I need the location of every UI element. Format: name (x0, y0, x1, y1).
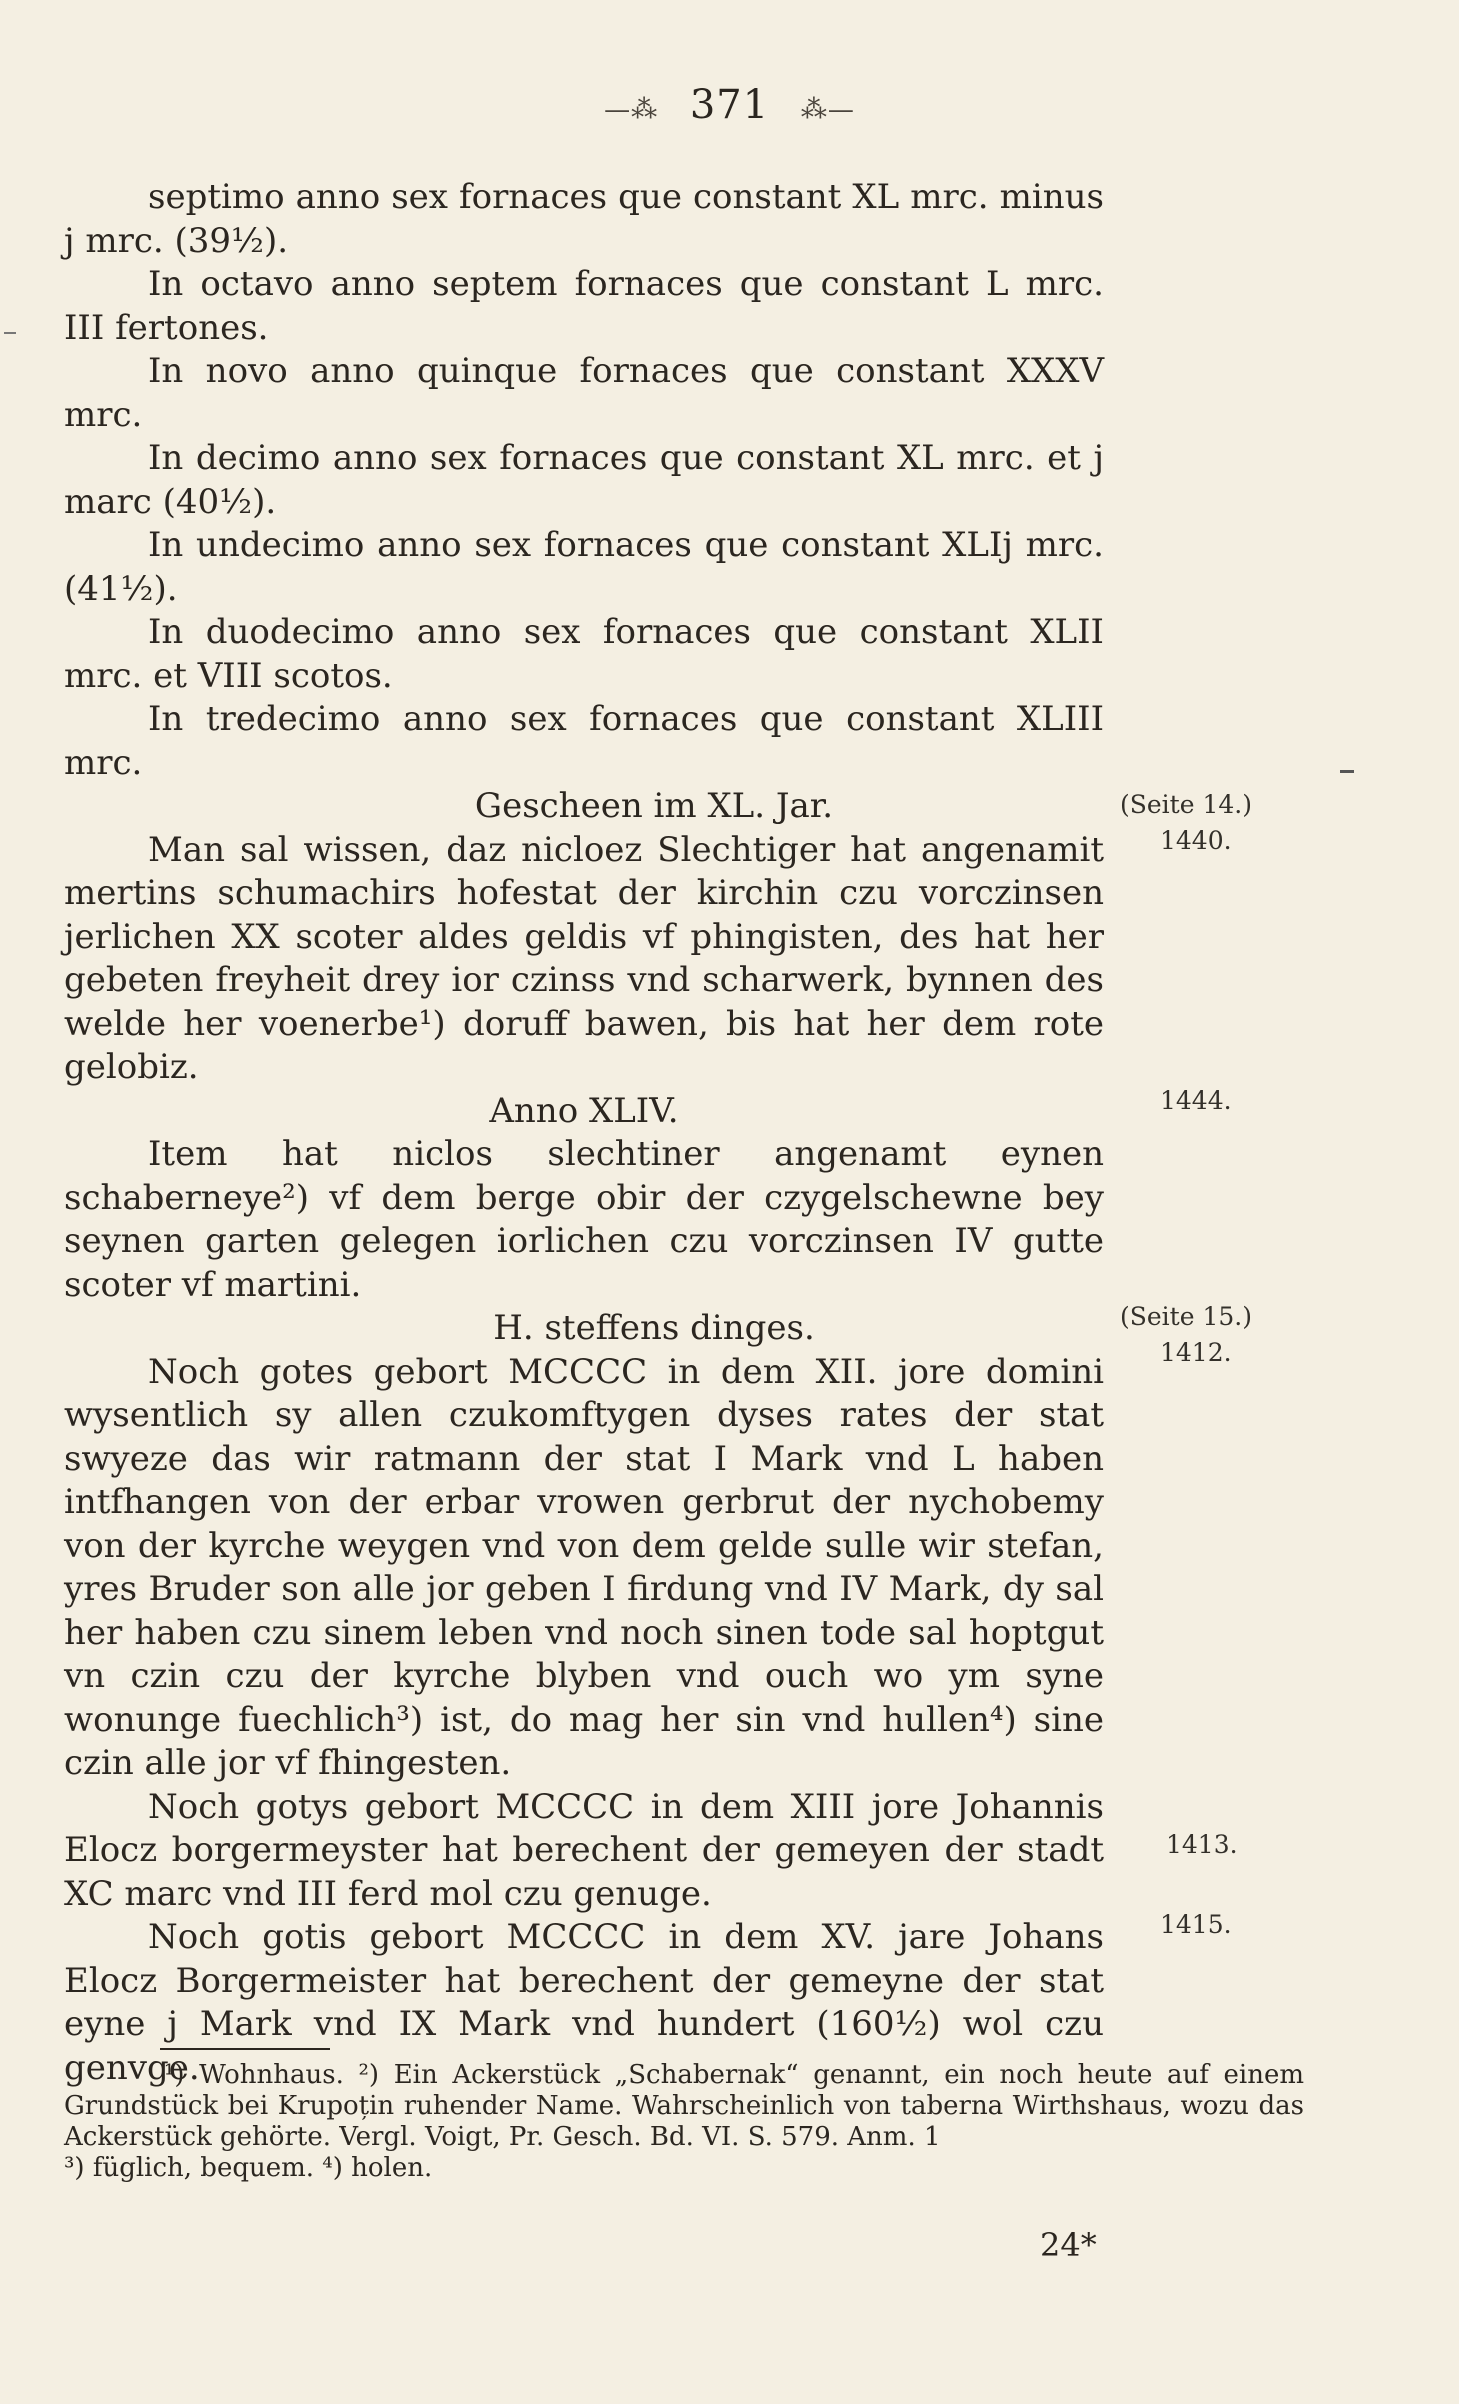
paragraph: In octavo anno septem fornaces que constant L mrc. III fertones. (64, 264, 1104, 348)
footnote-rule (160, 2048, 330, 2050)
paragraph: Man sal wissen, daz nicloez Slechtiger hat angenamit mertins schumachirs hofestat der kirchin czu vorczinsen jerlichen XX scoter aldes geldis vf phingisten, des hat her gebeten freyheit drey ior czinss vnd scharwerk, bynnen des welde her voenerbe¹) doruff bawen, bis hat her dem rote gelobiz. (64, 829, 1104, 1087)
header-ornament-right: ⁂— (800, 95, 855, 125)
section-heading: Anno XLIV. (489, 1090, 679, 1131)
paragraph: Noch gotys gebort MCCCC in dem XIII jore Johannis Elocz borgermeyster hat berechent der gemeyen der stadt XC marc vnd III ferd mol czu genuge. (64, 1786, 1104, 1914)
paragraph: In duodecimo anno sex fornaces que constant XLII mrc. et VIII scotos. (64, 612, 1104, 696)
margin-note-seite14: (Seite 14.) (1120, 790, 1252, 819)
header-ornament-left: —⁂ (604, 95, 659, 125)
paragraph: Item hat niclos slechtiner angenamt eynen schaberneye²) vf dem berge obir der czygelschewne bey seynen garten gelegen iorlichen czu vorczinsen IV gutte scoter vf martini. (64, 1134, 1104, 1305)
margin-dash (1340, 770, 1354, 773)
page-number: 371 (689, 82, 770, 128)
margin-note-1412: 1412. (1160, 1338, 1232, 1367)
paragraph: In novo anno quinque fornaces que constant XXXV mrc. (64, 351, 1104, 435)
margin-tick (4, 332, 16, 334)
paragraph: In decimo anno sex fornaces que constant XL mrc. et j marc (40½). (64, 438, 1104, 522)
section-heading: H. steffens dinges. (493, 1308, 815, 1348)
footnotes (64, 2060, 1304, 2184)
margin-note-seite15: (Seite 15.) (1120, 1302, 1252, 1331)
paragraph: In tredecimo anno sex fornaces que constant XLIII mrc. (64, 699, 1104, 783)
footnote-line: ³) füglich, bequem. ⁴) holen. (64, 2153, 433, 2183)
margin-note-1444: 1444. (1160, 1086, 1232, 1115)
footnote-line: ¹) Wohnhaus. ²) Ein Ackerstück „Schabernak“ genannt, ein noch heute auf einem Grundstück bei Krupoțin ruhender Name. Wahrscheinlich von taberna Wirthshaus, wozu das Ackerstück gehörte. Vergl. Voigt, Pr. Gesch. Bd. VI. S. 579. Anm. 1 (64, 2060, 1304, 2152)
paragraph: In undecimo anno sex fornaces que constant XLIj mrc. (41½). (64, 525, 1104, 609)
signature-mark: 24* (1040, 2226, 1097, 2264)
margin-note-1415: 1415. (1160, 1910, 1232, 1939)
margin-note-1440: 1440. (1160, 826, 1232, 855)
paragraph: Noch gotes gebort MCCCC in dem XII. jore domini wysentlich sy allen czukomftygen dyses rates der stat swyeze das wir ratmann der stat I Mark vnd L haben intfhangen von der erbar vrowen gerbrut der nychobemy von der kyrche weygen vnd von dem gelde sulle wir stefan, yres Bruder son alle jor geben I firdung vnd IV Mark, dy sal her haben czu sinem leben vnd noch sinen tode sal hoptgut vn czin czu der kyrche blyben vnd ouch wo ym syne wonunge fuechlich³) ist, do mag her sin vnd hullen⁴) sine czin alle jor vf fhingesten. (64, 1351, 1104, 1783)
margin-note-1413: 1413. (1166, 1830, 1238, 1859)
paragraph: septimo anno sex fornaces que constant XL mrc. minus j mrc. (39½). (64, 177, 1104, 261)
paragraph: Noch gotis gebort MCCCC in dem XV. jare Johans Elocz Borgermeister hat berechent der gemeyne der stat eyne j Mark vnd IX Mark vnd hundert (160½) wol czu genvge. (64, 1917, 1104, 2088)
section-heading: Gescheen im XL. Jar. (474, 786, 834, 826)
body-text (64, 176, 1104, 2090)
page-header (0, 82, 1459, 128)
